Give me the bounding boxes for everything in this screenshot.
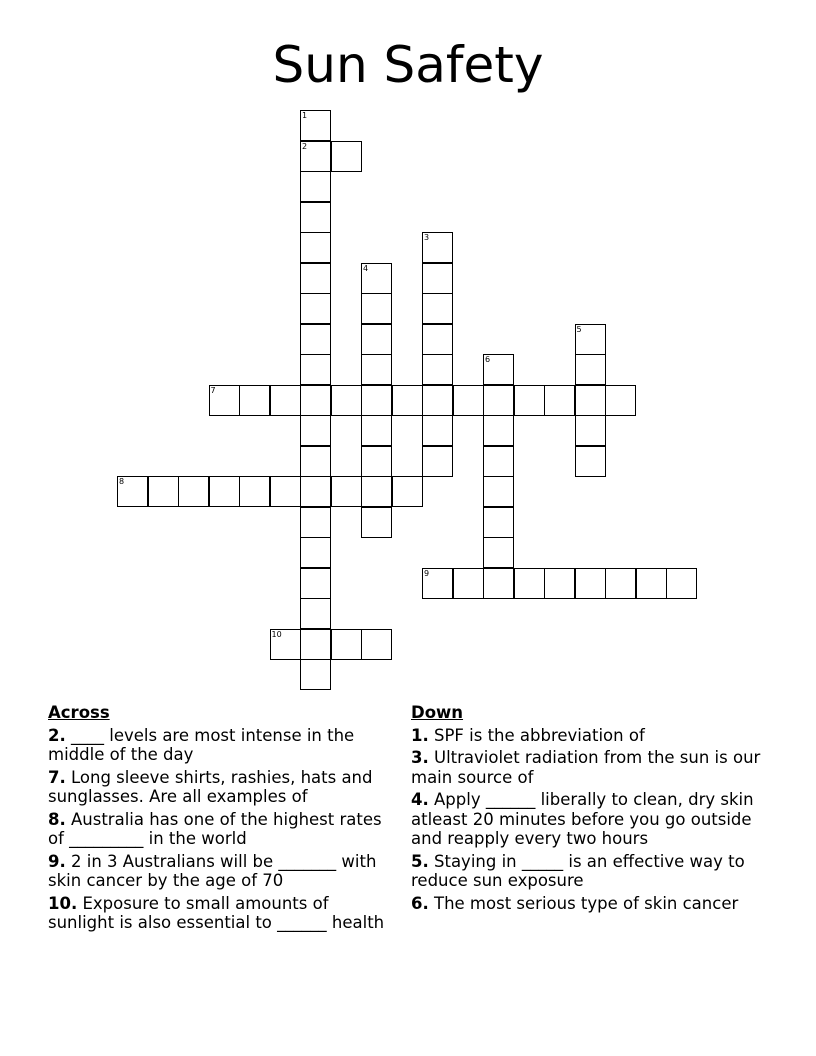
clue-text: Staying in _____ is an effective way to reduce sun exposure bbox=[411, 851, 745, 890]
grid-cell[interactable] bbox=[422, 293, 453, 324]
grid-cell[interactable] bbox=[422, 354, 453, 385]
grid-cell[interactable] bbox=[300, 568, 331, 599]
clue-number: 8. bbox=[48, 809, 66, 829]
grid-cell[interactable] bbox=[422, 263, 453, 294]
clue-text: SPF is the abbreviation of bbox=[434, 725, 645, 745]
grid-cell[interactable] bbox=[483, 385, 514, 416]
clue-number-label: 10 bbox=[271, 629, 282, 639]
grid-cell[interactable] bbox=[575, 446, 606, 477]
clue-number-label: 3 bbox=[424, 233, 430, 242]
clue-number-label: 5 bbox=[576, 324, 582, 334]
clue-text: Exposure to small amounts of sunlight is also essential to ______ health bbox=[48, 893, 385, 932]
grid-cell[interactable] bbox=[483, 415, 514, 446]
across-clue bbox=[48, 894, 398, 933]
grid-cell[interactable] bbox=[117, 476, 148, 507]
clue-number: 5. bbox=[411, 851, 429, 871]
grid-cell[interactable] bbox=[361, 507, 392, 538]
clue-number-label: 6 bbox=[485, 355, 491, 364]
grid-cell[interactable] bbox=[300, 537, 331, 568]
grid-cell[interactable] bbox=[300, 385, 331, 416]
grid-cell[interactable] bbox=[300, 446, 331, 477]
grid-cell[interactable] bbox=[270, 385, 301, 416]
grid-cell[interactable] bbox=[331, 476, 362, 507]
grid-cell[interactable] bbox=[270, 476, 301, 507]
clue-text: Ultraviolet radiation from the sun is our main source of bbox=[411, 748, 761, 787]
across-heading: Across bbox=[48, 703, 110, 722]
grid-cell[interactable] bbox=[361, 415, 392, 446]
grid-cell[interactable] bbox=[361, 476, 392, 507]
clue-number-label: 2 bbox=[302, 141, 308, 151]
grid-cell[interactable] bbox=[300, 659, 331, 690]
clue-number: 9. bbox=[48, 851, 66, 871]
clue-number: 10. bbox=[48, 893, 78, 913]
clue-number: 1. bbox=[411, 725, 429, 745]
clue-number: 7. bbox=[48, 767, 66, 787]
across-clue bbox=[48, 810, 398, 849]
grid-cell[interactable] bbox=[453, 568, 484, 599]
clue-number: 4. bbox=[411, 790, 429, 809]
across-clue bbox=[48, 852, 398, 891]
grid-cell[interactable] bbox=[483, 537, 514, 568]
grid-cell[interactable] bbox=[239, 385, 270, 416]
grid-cell[interactable] bbox=[514, 385, 545, 416]
clue-number-label: 1 bbox=[302, 111, 308, 120]
page-title: Sun Safety bbox=[272, 36, 544, 94]
clue-number-label: 7 bbox=[210, 385, 216, 395]
clue-text: The most serious type of skin cancer bbox=[434, 893, 739, 913]
clue-number-label: 4 bbox=[363, 263, 369, 273]
down-clue bbox=[411, 894, 761, 914]
grid-cell[interactable] bbox=[300, 171, 331, 202]
grid-cell[interactable] bbox=[300, 415, 331, 446]
grid-cell[interactable] bbox=[209, 385, 240, 416]
grid-cell[interactable] bbox=[300, 507, 331, 538]
grid-cell[interactable] bbox=[575, 354, 606, 385]
grid-cell[interactable] bbox=[361, 354, 392, 385]
clue-text: 2 in 3 Australians will be _______ with skin cancer by the age of 70 bbox=[48, 851, 377, 890]
clue-number-label: 9 bbox=[424, 568, 430, 578]
grid-cell[interactable] bbox=[483, 476, 514, 507]
grid-cell[interactable] bbox=[300, 110, 331, 141]
grid-cell[interactable] bbox=[331, 385, 362, 416]
grid-cell[interactable] bbox=[422, 568, 453, 599]
grid-cell[interactable] bbox=[361, 324, 392, 355]
grid-cell[interactable] bbox=[300, 263, 331, 294]
grid-cell[interactable] bbox=[422, 324, 453, 355]
grid-cell[interactable] bbox=[361, 385, 392, 416]
across-clue bbox=[48, 768, 398, 807]
grid-cell[interactable] bbox=[300, 141, 331, 172]
grid-cell[interactable] bbox=[300, 476, 331, 507]
grid-cell[interactable] bbox=[361, 293, 392, 324]
clue-text: Australia has one of the highest rates of _________ in the world bbox=[48, 809, 382, 848]
grid-cell[interactable] bbox=[483, 354, 514, 385]
down-heading: Down bbox=[411, 703, 464, 722]
grid-cell[interactable] bbox=[331, 141, 362, 172]
grid-cell[interactable] bbox=[422, 415, 453, 446]
grid-cell[interactable] bbox=[148, 476, 179, 507]
down-clue bbox=[411, 726, 761, 746]
grid-cell[interactable] bbox=[422, 385, 453, 416]
grid-cell[interactable] bbox=[636, 568, 667, 599]
grid-cell[interactable] bbox=[300, 202, 331, 233]
down-clues bbox=[411, 703, 761, 916]
clue-text: Long sleeve shirts, rashies, hats and sunglasses. Are all examples of bbox=[48, 767, 373, 806]
grid-cell[interactable] bbox=[575, 568, 606, 599]
grid-cell[interactable] bbox=[544, 568, 575, 599]
grid-cell[interactable] bbox=[453, 385, 484, 416]
across-clues bbox=[48, 703, 398, 936]
grid-cell[interactable] bbox=[422, 232, 453, 263]
across-clue bbox=[48, 726, 398, 765]
down-clue bbox=[411, 748, 761, 787]
clue-number: 2. bbox=[48, 725, 66, 745]
grid-cell[interactable] bbox=[666, 568, 697, 599]
grid-cell[interactable] bbox=[544, 385, 575, 416]
clue-number: 6. bbox=[411, 893, 429, 913]
grid-cell[interactable] bbox=[575, 385, 606, 416]
grid-cell[interactable] bbox=[270, 629, 301, 660]
grid-cell[interactable] bbox=[514, 568, 545, 599]
down-clue bbox=[411, 790, 761, 849]
grid-cell[interactable] bbox=[483, 568, 514, 599]
clue-text: ____ levels are most intense in the middle of the day bbox=[48, 725, 355, 764]
grid-cell[interactable] bbox=[209, 476, 240, 507]
grid-cell[interactable] bbox=[178, 476, 209, 507]
grid-cell[interactable] bbox=[361, 263, 392, 294]
grid-cell[interactable] bbox=[605, 568, 636, 599]
grid-cell[interactable] bbox=[361, 446, 392, 477]
grid-cell[interactable] bbox=[483, 507, 514, 538]
grid-cell[interactable] bbox=[392, 385, 423, 416]
grid-cell[interactable] bbox=[422, 446, 453, 477]
grid-cell[interactable] bbox=[300, 629, 331, 660]
grid-cell[interactable] bbox=[300, 324, 331, 355]
grid-cell[interactable] bbox=[361, 629, 392, 660]
grid-cell[interactable] bbox=[300, 232, 331, 263]
clue-number: 3. bbox=[411, 748, 429, 767]
grid-cell[interactable] bbox=[239, 476, 270, 507]
grid-cell[interactable] bbox=[575, 324, 606, 355]
down-clue bbox=[411, 852, 761, 891]
grid-cell[interactable] bbox=[575, 415, 606, 446]
grid-cell[interactable] bbox=[300, 598, 331, 629]
grid-cell[interactable] bbox=[605, 385, 636, 416]
clue-number-label: 8 bbox=[119, 477, 125, 486]
grid-cell[interactable] bbox=[300, 293, 331, 324]
grid-cell[interactable] bbox=[392, 476, 423, 507]
clue-text: Apply ______ liberally to clean, dry skin atleast 20 minutes before you go outside and reapply every two hours bbox=[411, 790, 754, 848]
grid-cell[interactable] bbox=[483, 446, 514, 477]
grid-cell[interactable] bbox=[300, 354, 331, 385]
grid-cell[interactable] bbox=[331, 629, 362, 660]
